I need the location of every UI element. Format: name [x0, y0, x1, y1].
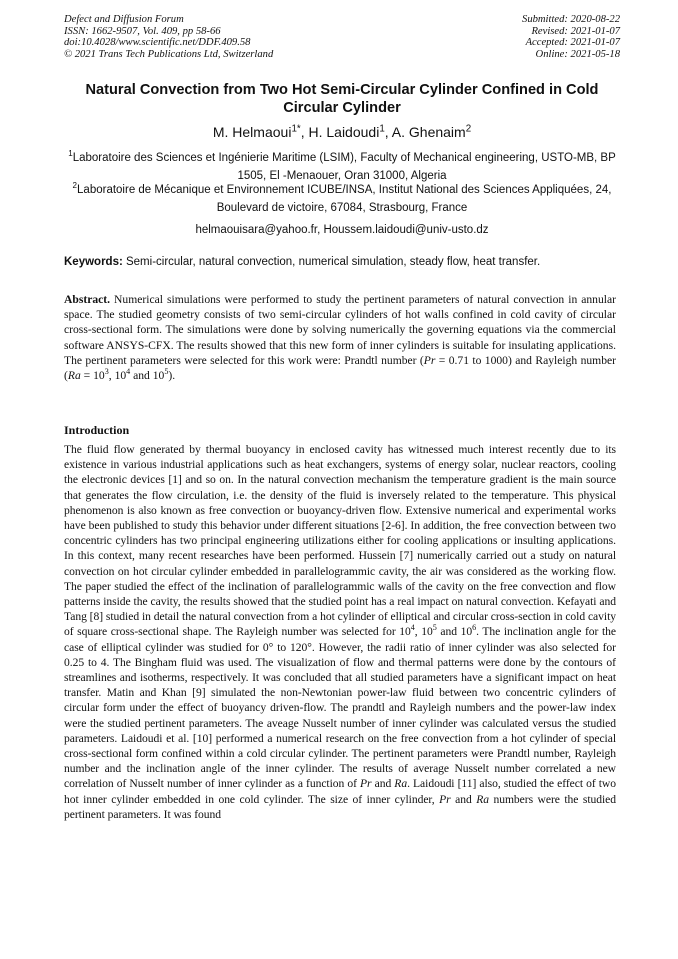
intro-text: numbers were the studied pertinent parameters. It was found: [64, 792, 616, 821]
rayleigh-symbol: Ra: [67, 369, 81, 383]
journal-name: Defect and Diffusion Forum: [64, 14, 184, 25]
keywords-text: Semi-circular, natural convection, numerical simulation, steady flow, heat transfer.: [122, 256, 541, 268]
abstract-text: Numerical simulations were performed to study the pertinent parameters of natural convection in annular space. The studied geometry consists of two semi-circular cylinders of hot walls confined in cold cavity of circular cross-sectional form. The simulations were done by solving numerically the governing equations via the commercial software ANSYS-CFX. The results showed that this new form of inner cylinders is suitable for insulating applications. The pertinent parameters were selected for this work were: Prandtl number (: [64, 293, 616, 367]
rayleigh-symbol: Ra: [476, 792, 489, 806]
copyright-line: © 2021 Trans Tech Publications Ltd, Switzerland: [64, 48, 274, 60]
prandtl-symbol: Pr: [423, 353, 436, 367]
abstract-text: = 0.71 to 1000) and Rayleigh number (: [64, 353, 616, 383]
author-list: [64, 124, 620, 140]
publication-header: [64, 14, 620, 60]
abstract-label: Abstract.: [64, 293, 111, 306]
exponent: 4: [410, 623, 415, 633]
abstract-text: ).: [168, 369, 176, 383]
exponent: 5: [432, 623, 437, 633]
issn-line: ISSN: 1662-9507, Vol. 409, pp 58-66: [64, 25, 221, 37]
affiliation-2-number: 2: [72, 181, 78, 191]
rayleigh-symbol: Ra: [394, 777, 408, 791]
intro-text: . The inclination angle for the case of elliptical cylinder was studied for 0° to 120°. However, the radii ratio of inner cylinder was also selected for 0.25 to 4. The Bingham fluid was used. The visualization of flow and thermal patterns were done by the contours of streamlines and isotherms, respectively. It was concluded that all studied parameters have a significant impact on heat transfer. Matin and Khan [9] simulated the non-Newtonian power-law fluid between two concentric cylinders of circular form under the effect of buoyancy driven-flow. The prandtl and Rayleigh numbers and the power-law index were the studied pertinent parameters. The aveage Nusselt number of inner cylinder was calculated versus the studied parameters. Laidoudi et al. [10] performed a numerical research on the free convection from a hot cylinder of special cross-sectional form confined within a cold circular cylinder. The pertinent parameters were Prandtl number, Rayleigh number and the inclination angle of the inner cylinder. The results of average Nusselt number correlated a new correlation of Nusselt number of inner cylinder as a function of: [64, 625, 616, 791]
intro-text: . Laidoudi [11] also, studied the effect of two hot inner cylinder embedded in one cold cylinder. The size of inner cylinder,: [64, 777, 616, 806]
author-3: , A. Ghenaim: [384, 124, 466, 140]
author-1-affiliation-mark: 1*: [291, 123, 301, 135]
author-2-affiliation-mark: 1: [379, 123, 385, 135]
author-3-affiliation-mark: 2: [465, 123, 472, 135]
affiliation-1-text: Laboratoire des Sciences et Ingénierie Maritime (LSIM), Faculty of Mechanical engineering, USTO-MB, BP 1505, El -Menaouer, Oran 31000, Algeria: [72, 152, 616, 182]
exponent: 4: [126, 367, 131, 377]
publication-dates: [522, 14, 620, 60]
intro-text: The fluid flow generated by thermal buoyancy in enclosed cavity has witnessed much interest recently due to its existence in various industrial applications such as heat exchangers, systems of energy solar, nuclear reactors, cooling the electronic devices [1] and so on. In the natural convection mechanism the temperature gradient is the main source that generates the flow circulation, i.e. the density of the fluid is inversely related to the temperature. This physical phenomenon is also known as free convection or buoyancy-driven flow. Extensive numerical and experimental works have been published to study this behavior under different situations [2-6]. In addition, the free convection between two concentric cylinders has two principal engineering utilizations either for cooling applications or insulting applications. In this context, many recent researches have been performed. Hussein [7] numerically carried out a study on natural convection on hot circular cylinder embedded in parallelogrammic cavity, the air was considered as the working flow. The paper studied the effect of the inclination of parallelogrammic walls of the cavity on the free convection and flow patterns inside the cavity, the results showed that the studied point has a real impact on natural convection. Kefayati and Tang [8] studied in detail the natural convection from a hot cylinder of elliptical and circular cross-section in cold cavity of square cross-sectional shape. The Rayleigh number was selected for 10: [64, 443, 616, 639]
affiliation-1-number: 1: [68, 149, 73, 159]
section-heading-introduction: Introduction: [64, 423, 130, 437]
journal-info: [64, 14, 273, 60]
accepted-date: Accepted: 2021-01-07: [525, 37, 620, 49]
author-1: M. Helmaoui: [212, 124, 292, 140]
abstract-text: , 10: [108, 369, 127, 383]
doi-line: doi:10.4028/www.scientific.net/DDF.409.58: [64, 37, 251, 49]
abstract-text: = 10: [80, 369, 105, 383]
exponent: 6: [472, 623, 477, 633]
prandtl-symbol: Pr: [439, 792, 451, 806]
prandtl-symbol: Pr: [360, 777, 372, 791]
intro-text: and: [450, 792, 477, 806]
affiliation-1: [64, 150, 620, 185]
keywords-label: Keywords:: [64, 256, 123, 268]
intro-text: and 10: [436, 625, 473, 639]
abstract: [64, 292, 616, 383]
online-date: Online: 2021-05-18: [535, 48, 620, 60]
exponent: 5: [164, 367, 169, 377]
intro-text: and: [371, 777, 395, 791]
keywords: [64, 256, 620, 268]
exponent: 3: [104, 367, 109, 377]
paper-title: Natural Convection from Two Hot Semi-Circular Cylinder Confined in Cold Circular Cylinder: [85, 82, 599, 116]
abstract-text: and 10: [130, 369, 165, 383]
affiliation-2: [64, 182, 620, 217]
introduction-body: [64, 442, 616, 822]
submitted-date: Submitted: 2020-08-22: [522, 14, 620, 25]
revised-date: Revised: 2021-01-07: [531, 25, 620, 37]
author-2: , H. Laidoudi: [300, 124, 380, 140]
intro-text: , 10: [414, 625, 433, 639]
affiliation-2-text: Laboratoire de Mécanique et Environnement ICUBE/INSA, Institut National des Sciences Appliquées, 24, Boulevard de victoire, 67084, Strasbourg, France: [77, 184, 612, 214]
author-emails: helmaouisara@yahoo.fr, Houssem.laidoudi@univ-usto.dz: [195, 224, 489, 236]
